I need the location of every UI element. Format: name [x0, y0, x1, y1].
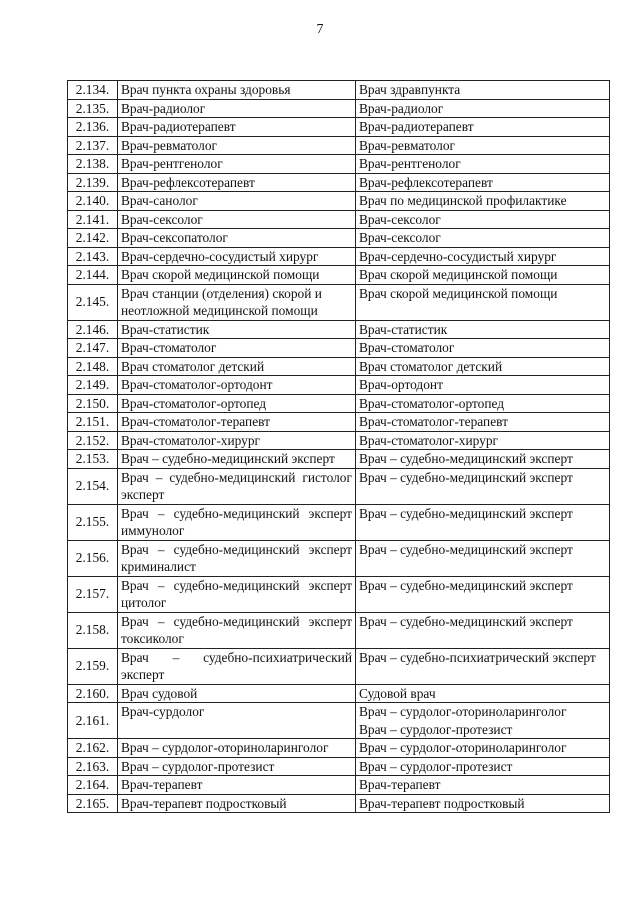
position-name: Врач скорой медицинской помощи [118, 266, 356, 285]
table-row [68, 648, 610, 684]
row-number: 2.155. [68, 504, 118, 540]
table-row [68, 413, 610, 432]
position-name: Врач – судебно-психиатрический эксперт [118, 648, 356, 684]
equivalent-position: Врач – сурдолог-оториноларинголог [356, 739, 610, 758]
equivalent-position: Врач скорой медицинской помощи [356, 284, 610, 320]
equivalent-position: Врач-стоматолог-терапевт [356, 413, 610, 432]
table-row [68, 99, 610, 118]
table-row [68, 376, 610, 395]
position-name: Врач-сердечно-сосудистый хирург [118, 247, 356, 266]
row-number: 2.149. [68, 376, 118, 395]
equivalent-position: Врач – сурдолог-протезист [356, 757, 610, 776]
positions-table [67, 80, 610, 813]
row-number: 2.139. [68, 173, 118, 192]
position-name: Врач судовой [118, 684, 356, 703]
row-number: 2.150. [68, 394, 118, 413]
row-number: 2.136. [68, 118, 118, 137]
table-row [68, 192, 610, 211]
table-row [68, 703, 610, 739]
position-name: Врач – судебно-медицинский эксперт цитолог [118, 576, 356, 612]
position-name: Врач-стоматолог-терапевт [118, 413, 356, 432]
equivalent-position: Врач-терапевт [356, 776, 610, 795]
row-number: 2.138. [68, 155, 118, 174]
row-number: 2.144. [68, 266, 118, 285]
position-name: Врач-стоматолог-ортодонт [118, 376, 356, 395]
position-name: Врач пункта охраны здоровья [118, 81, 356, 100]
table-row [68, 394, 610, 413]
table-row [68, 357, 610, 376]
position-name: Врач-статистик [118, 320, 356, 339]
table-row [68, 612, 610, 648]
table-row [68, 576, 610, 612]
row-number: 2.161. [68, 703, 118, 739]
equivalent-position: Врач скорой медицинской помощи [356, 266, 610, 285]
table-row [68, 81, 610, 100]
row-number: 2.147. [68, 339, 118, 358]
table-row [68, 739, 610, 758]
position-name: Врач-сурдолог [118, 703, 356, 739]
position-name: Врач – судебно-медицинский гистолог эксперт [118, 468, 356, 504]
equivalent-position: Врач – судебно-медицинский эксперт [356, 612, 610, 648]
position-name: Врач-стоматолог-ортопед [118, 394, 356, 413]
equivalent-position: Врач – сурдолог-оториноларинголог Врач – сурдолог-протезист [356, 703, 610, 739]
equivalent-position: Врач – судебно-медицинский эксперт [356, 576, 610, 612]
equivalent-position: Врач-терапевт подростковый [356, 794, 610, 813]
position-name: Врач-терапевт подростковый [118, 794, 356, 813]
equivalent-position: Врач – судебно-медицинский эксперт [356, 450, 610, 469]
row-number: 2.145. [68, 284, 118, 320]
row-number: 2.140. [68, 192, 118, 211]
page-number: 7 [316, 22, 324, 37]
row-number: 2.164. [68, 776, 118, 795]
table-row [68, 266, 610, 285]
row-number: 2.157. [68, 576, 118, 612]
table-row [68, 431, 610, 450]
row-number: 2.148. [68, 357, 118, 376]
row-number: 2.143. [68, 247, 118, 266]
equivalent-position: Врач-стоматолог-ортопед [356, 394, 610, 413]
equivalent-position: Врач-радиолог [356, 99, 610, 118]
row-number: 2.158. [68, 612, 118, 648]
table-row [68, 504, 610, 540]
position-name: Врач – судебно-медицинский эксперт токсиколог [118, 612, 356, 648]
table-row [68, 684, 610, 703]
row-number: 2.137. [68, 136, 118, 155]
row-number: 2.152. [68, 431, 118, 450]
table-row [68, 136, 610, 155]
table-row [68, 210, 610, 229]
equivalent-position: Врач-рефлексотерапевт [356, 173, 610, 192]
table-row [68, 173, 610, 192]
row-number: 2.146. [68, 320, 118, 339]
table-row [68, 118, 610, 137]
row-number: 2.134. [68, 81, 118, 100]
position-name: Врач станции (отделения) скорой и неотложной медицинской помощи [118, 284, 356, 320]
position-name: Врач-радиотерапевт [118, 118, 356, 137]
position-name: Врач-радиолог [118, 99, 356, 118]
row-number: 2.162. [68, 739, 118, 758]
position-name: Врач-сексопатолог [118, 229, 356, 248]
row-number: 2.151. [68, 413, 118, 432]
equivalent-position: Врач по медицинской профилактике [356, 192, 610, 211]
position-name: Врач – сурдолог-протезист [118, 757, 356, 776]
table-row [68, 776, 610, 795]
position-name: Врач – судебно-медицинский эксперт криминалист [118, 540, 356, 576]
row-number: 2.163. [68, 757, 118, 776]
row-number: 2.154. [68, 468, 118, 504]
equivalent-position: Судовой врач [356, 684, 610, 703]
position-name: Врач – судебно-медицинский эксперт [118, 450, 356, 469]
equivalent-position: Врач стоматолог детский [356, 357, 610, 376]
equivalent-position: Врач-ревматолог [356, 136, 610, 155]
row-number: 2.141. [68, 210, 118, 229]
row-number: 2.153. [68, 450, 118, 469]
equivalent-position: Врач-ортодонт [356, 376, 610, 395]
position-name: Врач-санолог [118, 192, 356, 211]
position-name: Врач-рефлексотерапевт [118, 173, 356, 192]
position-name: Врач-стоматолог-хирург [118, 431, 356, 450]
equivalent-position: Врач – судебно-медицинский эксперт [356, 504, 610, 540]
table-body [68, 81, 610, 813]
equivalent-position: Врач-рентгенолог [356, 155, 610, 174]
equivalent-position: Врач – судебно-медицинский эксперт [356, 540, 610, 576]
position-name: Врач – судебно-медицинский эксперт иммунолог [118, 504, 356, 540]
table-row [68, 757, 610, 776]
row-number: 2.156. [68, 540, 118, 576]
table-row [68, 450, 610, 469]
position-name: Врач – сурдолог-оториноларинголог [118, 739, 356, 758]
table-row [68, 320, 610, 339]
equivalent-position: Врач – судебно-психиатрический эксперт [356, 648, 610, 684]
position-name: Врач-сексолог [118, 210, 356, 229]
equivalent-position: Врач – судебно-медицинский эксперт [356, 468, 610, 504]
table-row [68, 468, 610, 504]
equivalent-position: Врач-сердечно-сосудистый хирург [356, 247, 610, 266]
row-number: 2.142. [68, 229, 118, 248]
position-name: Врач-стоматолог [118, 339, 356, 358]
table-row [68, 794, 610, 813]
position-name: Врач-терапевт [118, 776, 356, 795]
equivalent-position: Врач-сексолог [356, 229, 610, 248]
table-row [68, 540, 610, 576]
table-row [68, 247, 610, 266]
position-name: Врач-ревматолог [118, 136, 356, 155]
table-row [68, 229, 610, 248]
equivalent-position: Врач-стоматолог [356, 339, 610, 358]
table-row [68, 339, 610, 358]
equivalent-position: Врач-стоматолог-хирург [356, 431, 610, 450]
position-name: Врач стоматолог детский [118, 357, 356, 376]
position-name: Врач-рентгенолог [118, 155, 356, 174]
table-row [68, 155, 610, 174]
row-number: 2.159. [68, 648, 118, 684]
equivalent-position: Врач-радиотерапевт [356, 118, 610, 137]
row-number: 2.135. [68, 99, 118, 118]
row-number: 2.165. [68, 794, 118, 813]
equivalent-position: Врач-статистик [356, 320, 610, 339]
equivalent-position: Врач здравпункта [356, 81, 610, 100]
equivalent-position: Врач-сексолог [356, 210, 610, 229]
table-row [68, 284, 610, 320]
row-number: 2.160. [68, 684, 118, 703]
